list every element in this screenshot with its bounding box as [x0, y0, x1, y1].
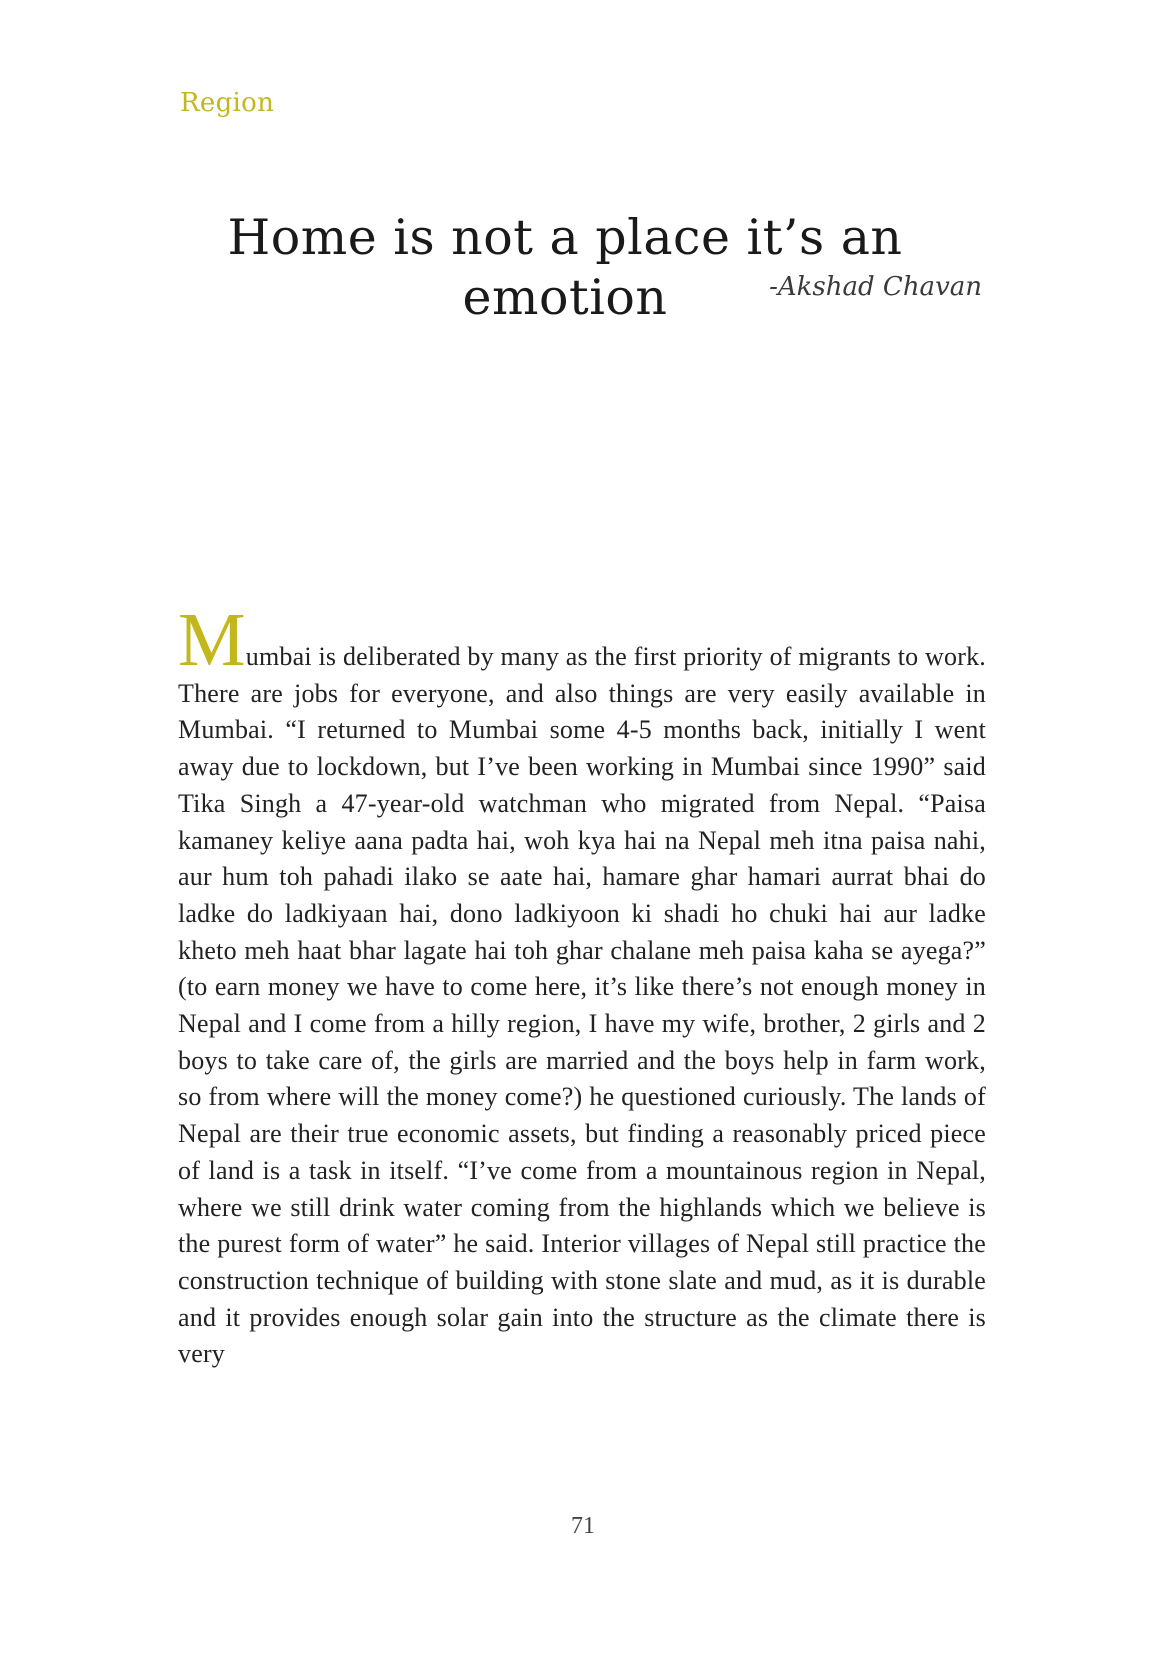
page-number: 71 [571, 1513, 595, 1539]
article-body [178, 598, 986, 1373]
drop-cap: M [178, 598, 246, 682]
section-label: Region [180, 88, 275, 118]
article-title: Home is not a place it’s an emotion [227, 209, 903, 326]
article-body-text: umbai is deliberated by many as the first priority of migrants to work. There are jobs for everyone, and also things are very easily available in Mumbai. “I returned to Mumbai some 4-5 months back, initially I went away due to lockdown, but I’ve been working in Mumbai since 1990” said Tika Singh a 47-year-old watchman who migrated from Nepal. “Paisa kamaney keliye aana padta hai, woh kya hai na Nepal meh itna paisa nahi, aur hum toh pahadi ilako se aate hai, hamare ghar hamari aurrat bhai do ladke do ladkiyaan hai, dono ladkiyoon ki shadi ho chuki hai aur ladke kheto meh haat bhar lagate hai toh ghar chalane meh paisa kaha se ayega?” (to earn money we have to come here, it’s like there’s not enough money in Nepal and I come from a hilly region, I have my wife, brother, 2 girls and 2 boys to take care of, the girls are married and the boys help in farm work, so from where will the money come?) he questioned curiously. The lands of Nepal are their true economic assets, but finding a reasonably priced piece of land is a task in itself. “I’ve come from a mountainous region in Nepal, where we still drink water coming from the highlands which we believe is the purest form of water” he said. Interior villages of Nepal still practice the construction technique of building with stone slate and mud, as it is durable and it provides enough solar gain into the structure as the climate there is very [178, 642, 986, 1369]
article-author: -Akshad Chavan [769, 272, 982, 302]
